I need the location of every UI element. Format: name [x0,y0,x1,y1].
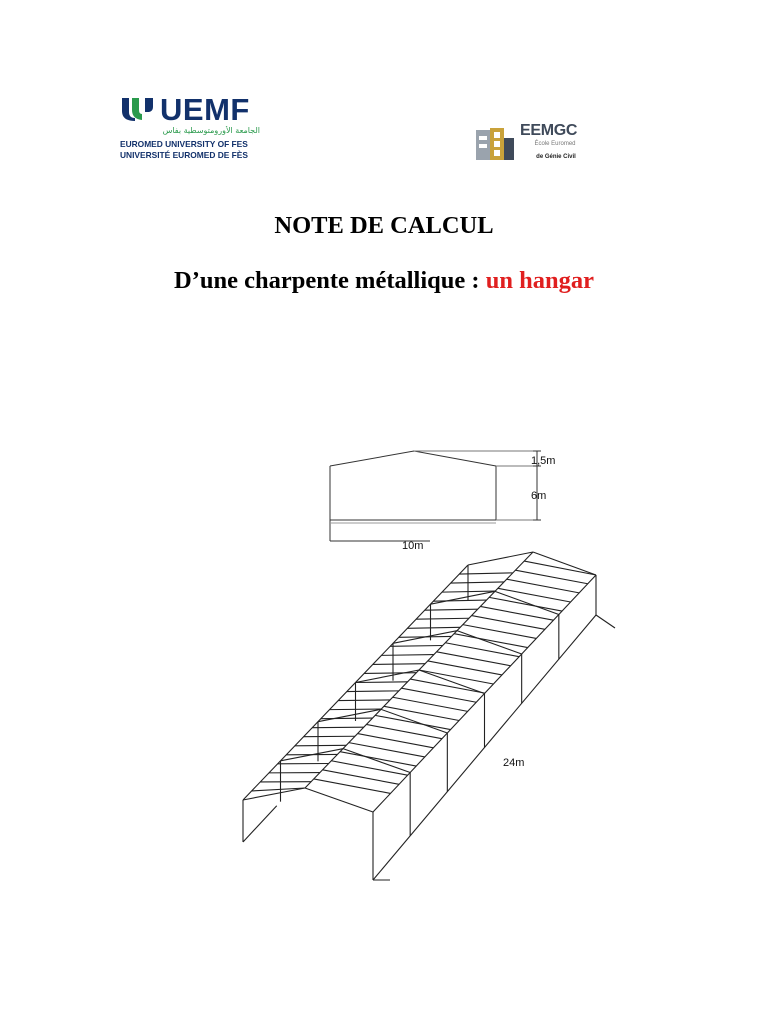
roof-purlin-left [399,636,452,637]
roof-purlin-right [498,588,571,602]
portal-frame-right-rafter [533,552,596,575]
ground-line-left [243,806,277,842]
roof-purlin-right [323,770,400,784]
uemf-logo [120,92,260,166]
uemf-emblem-icon [120,96,156,122]
roof-purlin-right [445,643,519,657]
subtitle-highlight: un hangar [485,267,594,294]
portal-frame-left-rafter [468,552,533,565]
portal-frame-right-rafter [343,749,410,773]
roof-purlin-left [252,788,305,791]
roof-purlin-left [416,618,469,619]
roof-purlin-right [524,561,596,575]
dim-label-length: 24m [503,757,525,769]
roof-purlin-left [330,709,382,710]
hangar-3d-wireframe [243,552,615,880]
portal-frame-right-rafter [381,709,447,733]
eemgc-logo [474,122,594,164]
roof-purlin-right [410,679,485,693]
roof-purlin-right [401,688,476,702]
roof-purlin-left [373,664,425,665]
document-subtitle [0,267,768,295]
uemf-wordmark: UEMF [160,92,250,127]
roof-purlin-left [338,700,390,701]
roof-purlin-right [340,752,416,766]
roof-purlin-left [312,727,364,728]
roof-purlin-right [507,579,579,593]
roof-purlin-right [489,597,562,611]
dim-label-span: 10m [402,540,424,552]
eaves-beam-left [243,565,468,800]
eemgc-subtitle-1: École Euromed [534,141,576,147]
roof-purlin-right [515,570,587,584]
document-title: NOTE DE CALCUL [274,212,494,239]
roof-purlin-left [390,645,443,646]
portal-frame-left-rafter [281,749,344,761]
portal-frame-right-rafter [305,788,373,812]
portal-frame-left-rafter [243,788,305,800]
roof-purlin-right [375,715,450,729]
roof-purlin-right [428,661,502,675]
roof-purlin-right [419,670,493,684]
roof-purlin-left [347,691,399,692]
eemgc-building-icon [474,126,516,162]
portal-frame-right-rafter [495,591,559,614]
uemf-arabic-name: الجامعة الأورومتوسطية بفاس [162,126,260,135]
portal-frame-left-rafter [318,709,381,721]
roof-purlin-left [433,600,486,601]
roof-purlin-left [356,682,408,683]
roof-purlin-right [437,652,511,666]
ground-back-edge [596,615,615,628]
elevation-roof [330,451,496,466]
roof-purlin-right [366,724,442,738]
dim-label-roof-rise: 1,5m [531,455,556,467]
roof-purlin-left [381,655,433,656]
eemgc-wordmark: EEMGC [520,122,578,139]
portal-frame-right-rafter [457,631,522,654]
roof-purlin-right [331,761,407,775]
roof-purlin-right [349,743,425,757]
roof-purlin-right [384,706,459,720]
dim-label-wall-height: 6m [531,490,547,502]
subtitle-prefix: D’une charpente métallique : [174,267,486,294]
roof-purlin-right [358,734,434,748]
roof-purlin-right [480,606,553,620]
roof-purlin-right [472,616,545,630]
roof-purlin-right [393,697,468,711]
portal-frame-left-rafter [431,591,496,604]
ground-line-right [373,615,596,880]
uemf-english-name: EUROMED UNIVERSITY OF FES [120,139,248,149]
roof-purlin-left [364,673,416,674]
uemf-french-name: UNIVERSITÉ EUROMED DE FÈS [120,150,248,160]
ridge-beam [305,552,533,788]
eaves-beam-right [373,575,596,812]
portal-frame-left-rafter [393,631,457,644]
roof-purlin-left [425,609,478,610]
hangar-elevation [330,451,541,541]
eemgc-subtitle-2: de Génie Civil [536,154,576,160]
roof-purlin-right [463,625,536,639]
portal-frame-left-rafter [356,670,420,683]
roof-purlin-left [451,582,504,583]
roof-purlin-left [407,627,460,628]
roof-purlin-right [314,779,391,793]
portal-frame-right-rafter [419,670,485,694]
roof-purlin-right [454,634,528,648]
roof-purlin-left [459,573,512,574]
roof-purlin-left [321,718,373,719]
roof-purlin-left [442,591,495,592]
